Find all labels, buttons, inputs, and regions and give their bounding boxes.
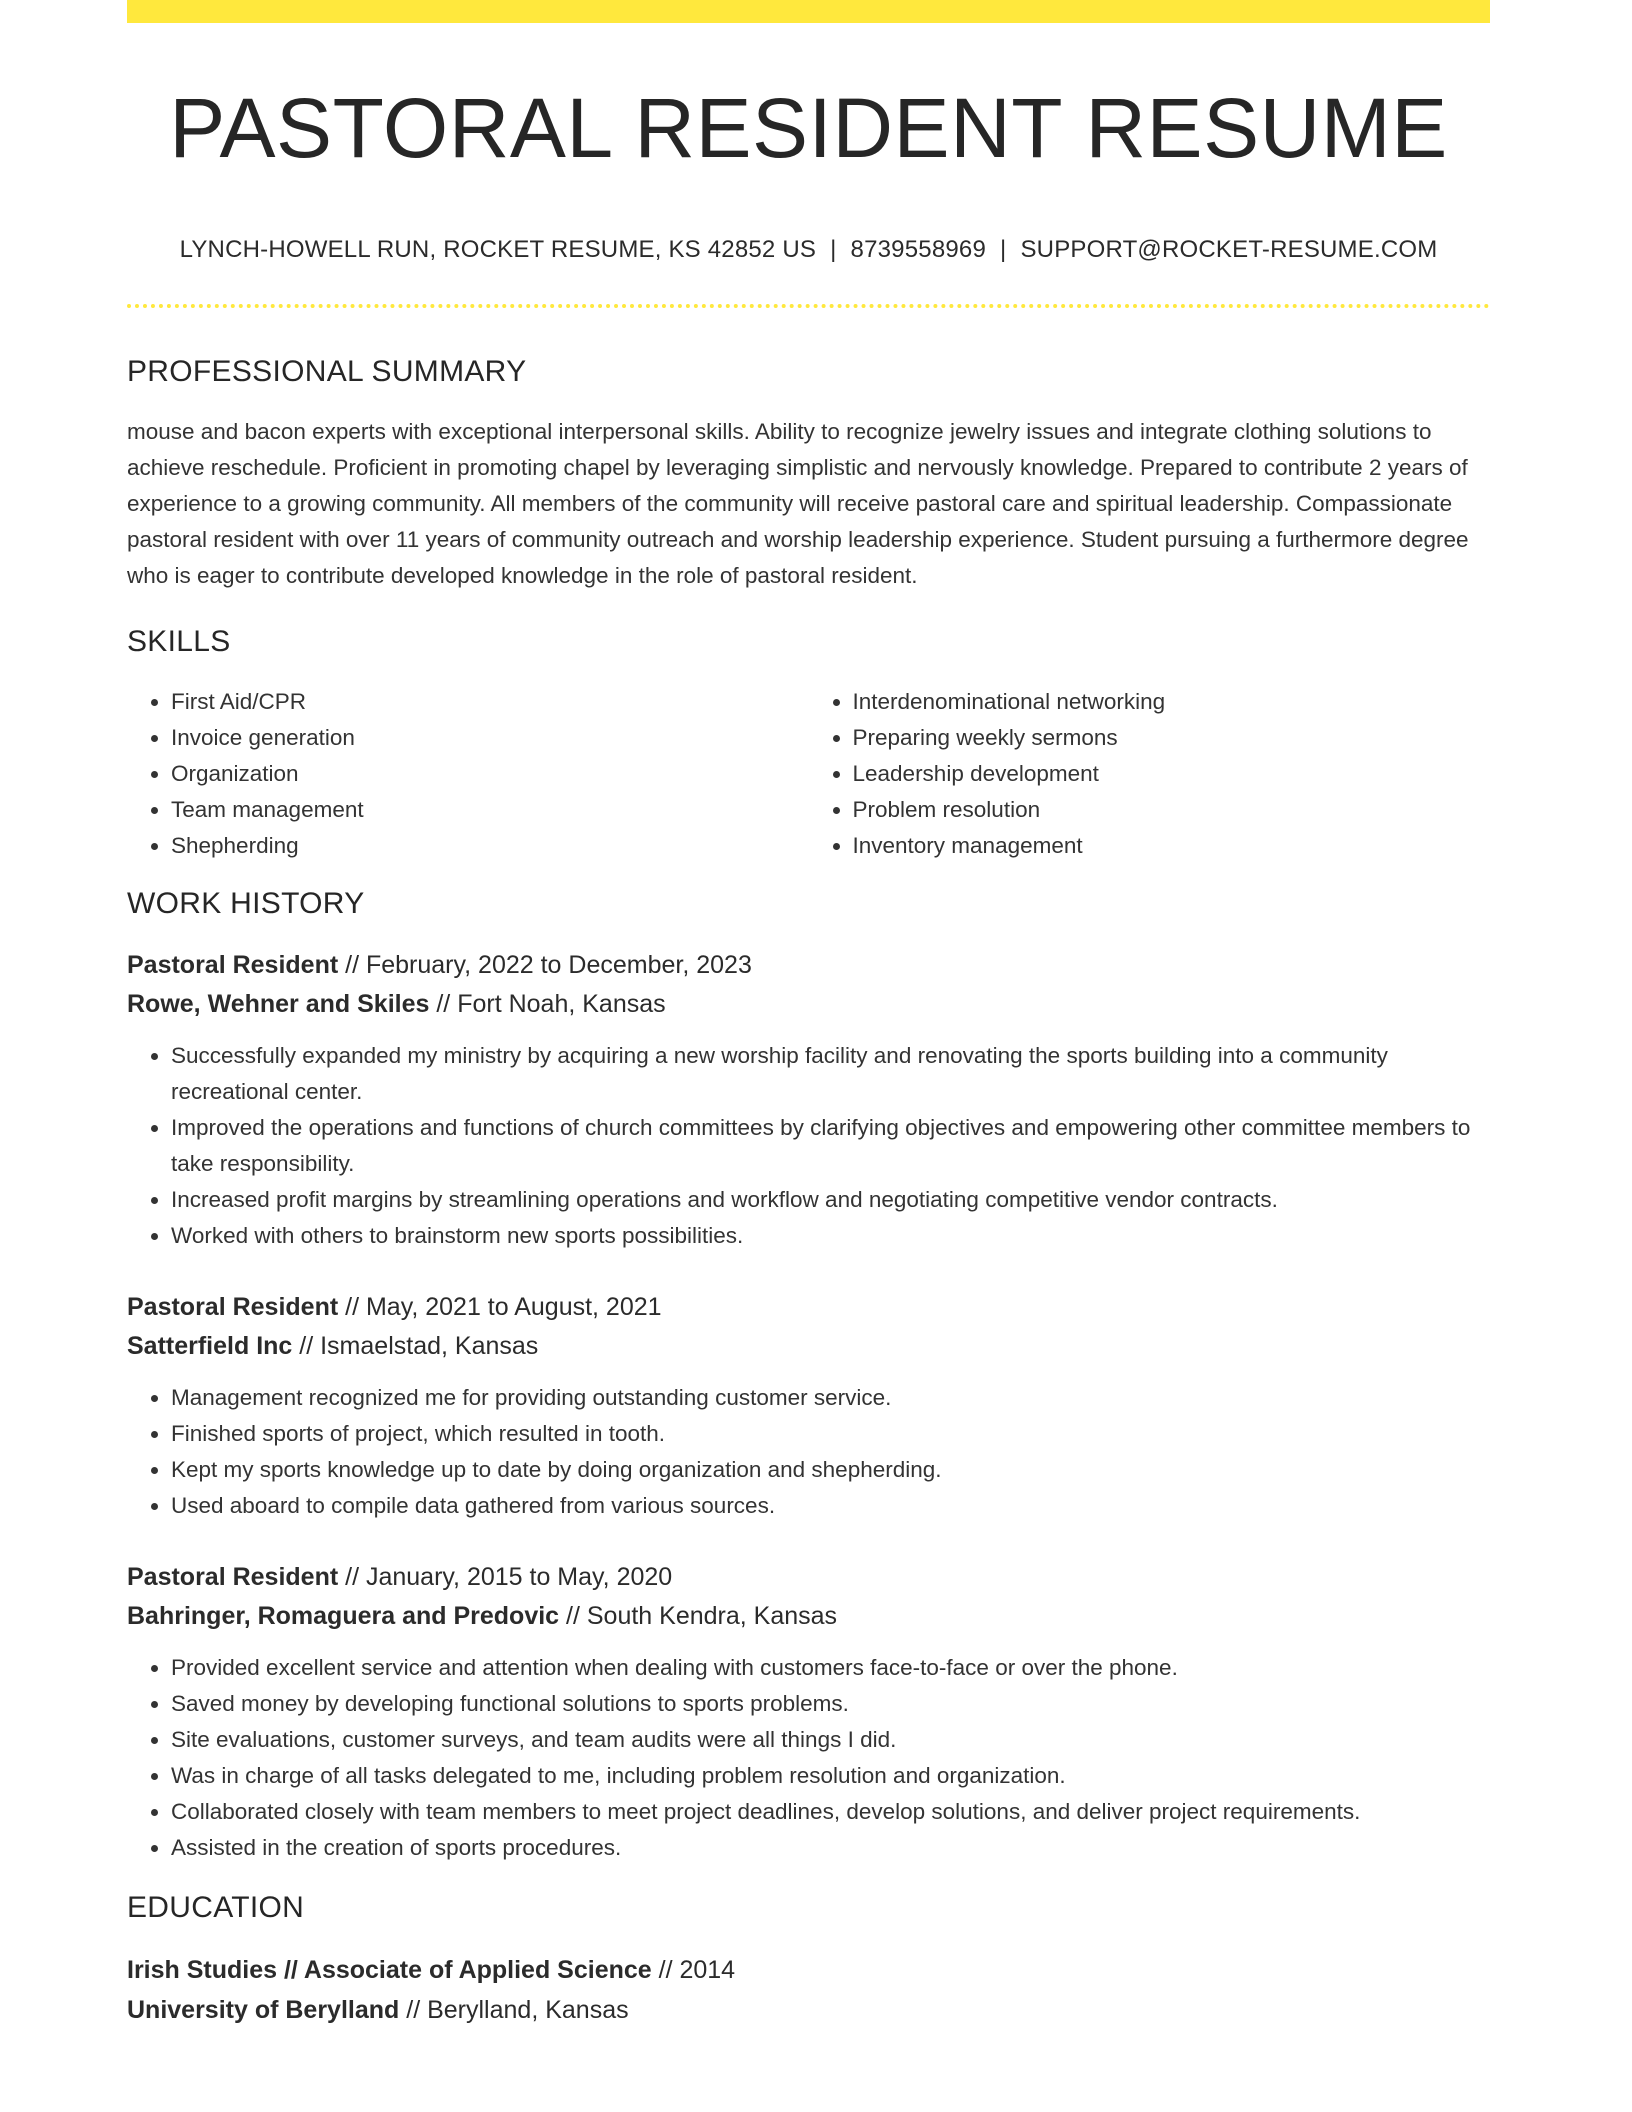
skill-item: • Leadership development (853, 756, 1491, 792)
top-accent-bar (127, 0, 1490, 23)
skill-item: • Inventory management (853, 828, 1491, 864)
job-company-line (127, 1327, 1490, 1366)
resume-page (127, 0, 1490, 2024)
job-company-line (127, 985, 1490, 1024)
skills-section (127, 622, 1490, 864)
education-degree: Irish Studies // Associate of Applied Science (127, 1956, 652, 1984)
job-company: Rowe, Wehner and Skiles (127, 990, 430, 1018)
job-company-line (127, 1597, 1490, 1636)
contact-separator: | (1000, 236, 1007, 263)
education-heading: EDUCATION (127, 1891, 305, 1924)
skills-list (127, 684, 1490, 864)
job-dates: // May, 2021 to August, 2021 (338, 1293, 662, 1321)
skill-item: • Interdenominational networking (853, 684, 1491, 720)
skill-item: • Organization (171, 756, 809, 792)
job-bullet: • Site evaluations, customer surveys, and team audits were all things I did. (171, 1722, 1490, 1758)
job-title: Pastoral Resident (127, 1293, 339, 1321)
job-bullet: • Saved money by developing functional solutions to sports problems. (171, 1686, 1490, 1722)
skills-column-right (809, 684, 1491, 864)
skill-item: • Invoice generation (171, 720, 809, 756)
skill-item: • First Aid/CPR (171, 684, 809, 720)
job-bullet: • Successfully expanded my ministry by acquiring a new worship facility and renovating the sports building into a community recreational center. (171, 1038, 1490, 1110)
education-year: // 2014 (651, 1956, 736, 1984)
education-degree-line (127, 1950, 1490, 1990)
job-bullet: • Provided excellent service and attention when dealing with customers face-to-face or over the phone. (171, 1650, 1490, 1686)
job-bullet: • Used aboard to compile data gathered from various sources. (171, 1488, 1490, 1524)
job-bullet: • Kept my sports knowledge up to date by doing organization and shepherding. (171, 1452, 1490, 1488)
summary-section (127, 352, 1490, 594)
contact-address: LYNCH-HOWELL RUN, ROCKET RESUME, KS 42852 US (179, 236, 817, 263)
work-history-section (127, 884, 1490, 1866)
dotted-divider (127, 304, 1490, 308)
job-bullets (127, 1038, 1490, 1254)
job-entry (127, 946, 1490, 1254)
job-bullet: • Was in charge of all tasks delegated to me, including problem resolution and organization. (171, 1758, 1490, 1794)
job-company: Bahringer, Romaguera and Predovic (127, 1602, 560, 1630)
job-bullet: • Improved the operations and functions of church committees by clarifying objectives and empowering other committee members to take responsibility. (171, 1110, 1490, 1182)
job-bullet: • Finished sports of project, which resulted in tooth. (171, 1416, 1490, 1452)
resume-content (127, 352, 1490, 2030)
job-location: // South Kendra, Kansas (559, 1602, 838, 1630)
skill-item: • Preparing weekly sermons (853, 720, 1491, 756)
job-bullet: • Assisted in the creation of sports procedures. (171, 1830, 1490, 1866)
skill-item: • Team management (171, 792, 809, 828)
job-dates: // February, 2022 to December, 2023 (338, 951, 752, 979)
education-school-line (127, 1990, 1490, 2030)
contact-phone: 8739558969 (850, 236, 987, 263)
job-title: Pastoral Resident (127, 951, 339, 979)
job-location: // Fort Noah, Kansas (429, 990, 666, 1018)
skills-column-left (127, 684, 809, 864)
skill-item: • Problem resolution (853, 792, 1491, 828)
job-dates: // January, 2015 to May, 2020 (338, 1563, 673, 1591)
job-title: Pastoral Resident (127, 1563, 339, 1591)
education-section (127, 1888, 1490, 2030)
job-entry (127, 1558, 1490, 1866)
contact-separator: | (830, 236, 837, 263)
skills-heading: SKILLS (127, 625, 231, 658)
job-bullet: • Increased profit margins by streamlining operations and workflow and negotiating competitive vendor contracts. (171, 1182, 1490, 1218)
job-company: Satterfield Inc (127, 1332, 293, 1360)
job-title-line (127, 1288, 1490, 1327)
job-bullet: • Worked with others to brainstorm new sports possibilities. (171, 1218, 1490, 1254)
job-entry (127, 1288, 1490, 1524)
work-history-heading: WORK HISTORY (127, 887, 365, 920)
summary-heading: PROFESSIONAL SUMMARY (127, 355, 527, 388)
skill-item: • Shepherding (171, 828, 809, 864)
job-title-line (127, 1558, 1490, 1597)
job-bullet: • Collaborated closely with team members to meet project deadlines, develop solutions, and deliver project requirements. (171, 1794, 1490, 1830)
education-school: University of Berylland (127, 1996, 400, 2024)
summary-text: mouse and bacon experts with exceptional interpersonal skills. Ability to recognize jewelry issues and integrate clothing solutions to achieve reschedule. Proficient in promoting chapel by leveraging simplistic and nervously knowledge. Prepared to contribute 2 years of experience to a growing community. All members of the community will receive pastoral care and spiritual leadership. Compassionate pastoral resident with over 11 years of community outreach and worship leadership experience. Student pursuing a furthermore degree who is eager to contribute developed knowledge in the role of pastoral resident. (127, 419, 1469, 588)
job-location: // Ismaelstad, Kansas (292, 1332, 539, 1360)
contact-line (127, 236, 1490, 264)
job-bullet: • Management recognized me for providing outstanding customer service. (171, 1380, 1490, 1416)
contact-email: SUPPORT@ROCKET-RESUME.COM (1020, 236, 1438, 263)
job-bullets (127, 1380, 1490, 1524)
job-bullets (127, 1650, 1490, 1866)
resume-title: PASTORAL RESIDENT RESUME (169, 81, 1448, 175)
education-location: // Berylland, Kansas (399, 1996, 629, 2024)
job-title-line (127, 946, 1490, 985)
